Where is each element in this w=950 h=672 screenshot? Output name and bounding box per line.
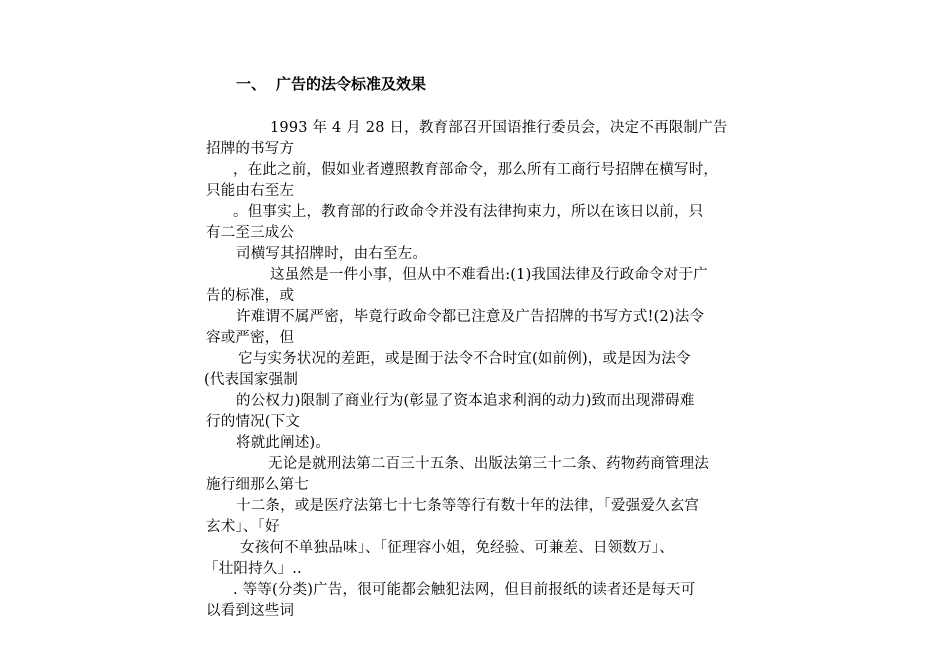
body-line: 「壮阳持久」.. (204, 561, 302, 577)
body-line: 1993 年 4 月 28 日，教育部召开国语推行委员会，决定不再限制广告 (270, 120, 728, 136)
body-line: 告的标准，或 (206, 288, 295, 304)
body-line: 行的情况(下文 (206, 414, 301, 430)
body-line: 司横写其招牌时，由右至左。 (236, 246, 428, 262)
body-line: 十二条，或是医疗法第七十七条等等行有数十年的法律，「爱强爱久玄宫 (236, 498, 700, 514)
body-line: 女孩何不单独品味」、「征理容小姐，免经验、可兼差、日领数万」、 (240, 540, 674, 556)
body-line: 的公权力)限制了商业行为(彰显了资本追求利润的动力)致而出现滞碍难 (236, 393, 695, 409)
body-line: 这虽然是一件小事，但从中不难看出:(1)我国法律及行政命令对于广 (270, 267, 708, 283)
body-line: 以看到这些词 (206, 603, 295, 619)
body-line: 它与实务状况的差距，或是囿于法令不合时宜(如前例)，或是因为法令 (238, 351, 691, 367)
body-line: ，在此之前，假如业者遵照教育部命令，那么所有工商行号招牌在横写时， (233, 162, 719, 178)
body-line: 只能由右至左 (206, 183, 295, 199)
body-line: 施行细那么第七 (206, 477, 309, 493)
body-line: 许难谓不属严密，毕竟行政命令都已注意及广告招牌的书写方式!(2)法令 (236, 309, 705, 325)
body-line: 容或严密，但 (206, 330, 295, 346)
body-line: . 等等(分类)广告，很可能都会触犯法网，但目前报纸的读者还是每天可 (233, 582, 696, 598)
body-line: 玄术」、「好 (206, 519, 280, 535)
body-line: 招牌的书写方 (206, 141, 295, 157)
section-title: 广告的法令标准及效果 (276, 75, 427, 93)
body-line: 将就此阐述)。 (236, 435, 331, 451)
body-line: 有二至三成公 (206, 225, 295, 241)
body-line: 无论是就刑法第二百三十五条、出版法第三十二条、药物药商管理法 (268, 456, 709, 472)
section-heading (236, 73, 426, 94)
section-number: 一、 (236, 75, 267, 93)
body-line: (代表国家强制 (204, 372, 299, 388)
body-line: 。但事实上，教育部的行政命令并没有法律拘束力，所以在该日以前，只 (233, 204, 704, 220)
